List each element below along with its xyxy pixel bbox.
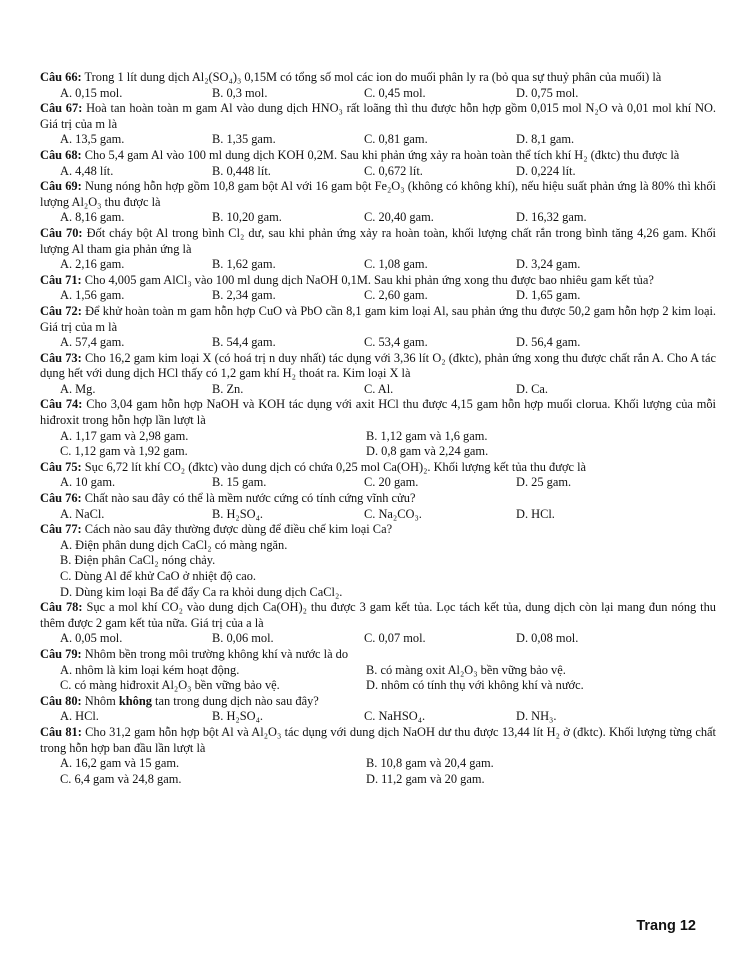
question-text: tan trong dung dịch nào sau đây? — [151, 693, 319, 708]
answer-option: D. 16,32 gam. — [516, 210, 587, 225]
answer-option: A. 0,15 mol. — [60, 85, 123, 100]
options-row — [40, 507, 716, 523]
answer-option: C. 0,45 mol. — [364, 85, 426, 100]
answer-option: D. NH₃. — [516, 709, 557, 724]
answer-option: B. 0,06 mol. — [212, 631, 274, 646]
question-number: Câu 66: — [40, 70, 82, 84]
question-stem — [40, 70, 716, 86]
question-number: Câu 68: — [40, 147, 82, 162]
answer-option: C. 6,4 gam và 24,8 gam. — [60, 771, 182, 786]
question-stem — [40, 179, 716, 210]
question-number: Câu 76: — [40, 491, 82, 506]
answer-option: C. 1,08 gam. — [364, 257, 428, 272]
answer-option: A. 57,4 gam. — [60, 335, 125, 350]
question-stem — [40, 351, 716, 382]
options-row — [40, 210, 716, 226]
answer-option: B. 1,35 gam. — [212, 132, 276, 147]
answer-option: A. 1,17 gam và 2,98 gam. — [60, 428, 189, 443]
question-stem — [40, 460, 716, 476]
question-number: Câu 78: — [40, 600, 83, 615]
question-number: Câu 67: — [40, 101, 83, 116]
options-row — [40, 335, 716, 351]
answer-option: B. 1,62 gam. — [212, 257, 276, 272]
question-number: Câu 70: — [40, 225, 83, 240]
answer-option: C. 20,40 gam. — [364, 210, 434, 225]
question-text: Sục 6,72 lít khí CO₂ (đktc) vào dung dịch có chứa 0,25 mol Ca(OH)₂. Khối lượng kết tủa thu được là — [84, 459, 587, 474]
answer-option: A. 4,48 lít. — [60, 163, 114, 178]
answer-option: A. 1,56 gam. — [60, 288, 125, 303]
question-text: Nhôm bền trong môi trường không khí và nước là do — [84, 646, 349, 661]
answer-option: A. 8,16 gam. — [60, 210, 125, 225]
question-stem — [40, 304, 716, 335]
answer-option: C. 20 gam. — [364, 475, 419, 490]
answer-option: C. Na₂CO₃. — [364, 506, 422, 521]
answer-option: C. 0,672 lít. — [364, 163, 423, 178]
options-row — [40, 538, 716, 600]
options-row — [40, 756, 716, 772]
question-item — [40, 647, 716, 694]
question-item — [40, 304, 716, 351]
question-stem — [40, 273, 716, 289]
question-item — [40, 725, 716, 787]
question-stem — [40, 148, 716, 164]
answer-option: B. 1,12 gam và 1,6 gam. — [366, 428, 488, 443]
answer-option: B. Zn. — [212, 381, 244, 396]
answer-option: C. 2,60 gam. — [364, 288, 428, 303]
answer-option: B. 15 gam. — [212, 475, 267, 490]
options-row — [40, 663, 716, 679]
answer-option: D. 0,08 mol. — [516, 631, 579, 646]
options-row — [40, 475, 716, 491]
question-stem — [40, 397, 716, 428]
answer-option: A. Mg. — [60, 381, 96, 396]
question-stem — [40, 600, 716, 631]
question-emphasis: không — [118, 693, 152, 708]
question-number: Câu 79: — [40, 646, 82, 661]
answer-option: D. 3,24 gam. — [516, 257, 581, 272]
options-row — [40, 132, 716, 148]
question-stem — [40, 491, 716, 507]
answer-option: A. 16,2 gam và 15 gam. — [60, 756, 180, 771]
answer-option: A. 13,5 gam. — [60, 132, 125, 147]
answer-option: A. nhôm là kim loại kém hoạt động. — [60, 662, 240, 677]
question-item — [40, 148, 716, 179]
answer-option: B. H₂SO₄. — [212, 506, 263, 521]
question-item — [40, 101, 716, 148]
question-item — [40, 460, 716, 491]
answer-option: D. 56,4 gam. — [516, 335, 581, 350]
question-item — [40, 694, 716, 725]
answer-option: D. nhôm có tính thụ với không khí và nước. — [366, 678, 584, 693]
answer-option: C. NaHSO₄. — [364, 709, 426, 724]
answer-option: D. 0,75 mol. — [516, 85, 579, 100]
answer-option: D. Ca. — [516, 381, 549, 396]
options-row — [40, 257, 716, 273]
question-text: Cho 5,4 gam Al vào 100 ml dung dịch KOH 0,2M. Sau khi phản ứng xảy ra hoàn toàn thể tích khí H₂ (đktc) thu được là — [84, 147, 680, 162]
question-number: Câu 69: — [40, 179, 82, 194]
question-number: Câu 81: — [40, 724, 82, 739]
answer-option: B. H₂SO₄. — [212, 709, 263, 724]
question-stem — [40, 226, 716, 257]
answer-option: D. 1,65 gam. — [516, 288, 581, 303]
question-stem — [40, 522, 716, 538]
question-item — [40, 491, 716, 522]
answer-option: A. 2,16 gam. — [60, 257, 125, 272]
answer-option: D. HCl. — [516, 506, 555, 521]
answer-option: B. 10,20 gam. — [212, 210, 282, 225]
question-item — [40, 179, 716, 226]
question-item — [40, 522, 716, 600]
options-row — [40, 631, 716, 647]
answer-option: D. 0,8 gam và 2,24 gam. — [366, 444, 489, 459]
question-stem — [40, 725, 716, 756]
question-text: Trong 1 lít dung dịch Al₂(SO₄)₃ 0,15M có tổng số mol các ion do muối phân ly ra (bỏ qua sự thuỷ phân của muối) là — [84, 70, 662, 84]
answer-option: D. 11,2 gam và 20 gam. — [366, 771, 485, 786]
answer-option: B. 2,34 gam. — [212, 288, 276, 303]
answer-option: C. 0,81 gam. — [364, 132, 428, 147]
question-stem — [40, 647, 716, 663]
question-number: Câu 72: — [40, 303, 82, 318]
question-item — [40, 273, 716, 304]
options-row — [40, 164, 716, 180]
answer-option: C. 1,12 gam và 1,92 gam. — [60, 444, 188, 459]
answer-option: B. 0,448 lít. — [212, 163, 271, 178]
options-row — [40, 709, 716, 725]
options-row — [40, 429, 716, 445]
answer-option: C. 53,4 gam. — [364, 335, 428, 350]
answer-option: B. 10,8 gam và 20,4 gam. — [366, 756, 494, 771]
question-item — [40, 397, 716, 459]
question-text: Sục a mol khí CO₂ vào dung dịch Ca(OH)₂ thu được 3 gam kết tủa. Lọc tách kết tủa, dung dịch còn lại mang đun nóng thu thêm được 2 gam kết tủa nữa. Giá trị của a là — [40, 600, 716, 630]
question-number: Câu 71: — [40, 272, 82, 287]
answer-option: D. 8,1 gam. — [516, 132, 575, 147]
question-text: Cho 4,005 gam AlCl₃ vào 100 ml dung dịch NaOH 0,1M. Sau khi phản ứng xong thu được bao nhiêu gam kết tủa? — [84, 272, 654, 287]
answer-option: C. 0,07 mol. — [364, 631, 426, 646]
answer-option: A. HCl. — [60, 709, 99, 724]
question-text: Chất nào sau đây có thể là mềm nước cứng có tính cứng vĩnh cửu? — [84, 491, 416, 506]
answer-option: D. 0,224 lít. — [516, 163, 576, 178]
options-row — [40, 86, 716, 102]
answer-option: B. 54,4 gam. — [212, 335, 276, 350]
page-number: Trang 12 — [636, 918, 696, 934]
answer-option: D. Dùng kim loại Ba để đẩy Ca ra khỏi dung dịch CaCl₂. — [60, 584, 343, 599]
answer-option: A. 0,05 mol. — [60, 631, 123, 646]
question-text: Nung nóng hỗn hợp gồm 10,8 gam bột Al với 16 gam bột Fe₂O₃ (không có không khí), nếu hiệu suất phản ứng là 80% thì khối lượng Al₂O₃ thu được là — [40, 179, 716, 209]
question-text: Nhôm — [84, 693, 119, 708]
question-text: Hoà tan hoàn toàn m gam Al vào dung dịch HNO₃ rất loãng thì thu được hỗn hợp gồm 0,015 mol N₂O và 0,01 mol khí NO. Giá trị của m là — [40, 101, 716, 131]
question-number: Câu 75: — [40, 459, 82, 474]
question-text: Cho 16,2 gam kim loại X (có hoá trị n duy nhất) tác dụng với 3,36 lít O₂ (đktc), phản ứng xong thu được chất rắn A. Cho A tác dụng hết với dung dịch HCl thấy có 1,2 gam khí H₂ thoát ra. Kim loại X là — [40, 350, 716, 381]
answer-option: B. Điện phân CaCl₂ nóng chảy. — [60, 553, 216, 568]
answer-option: D. 25 gam. — [516, 475, 572, 490]
options-row — [40, 288, 716, 304]
answer-option: B. 0,3 mol. — [212, 85, 268, 100]
question-text: Để khử hoàn toàn m gam hỗn hợp CuO và PbO cần 8,1 gam kim loại Al, sau phản ứng thu được 50,2 gam hỗn hợp 2 kim loại. Giá trị của m là — [40, 303, 716, 334]
options-row — [40, 382, 716, 398]
question-text: Cho 31,2 gam hỗn hợp bột Al và Al₂O₃ tác dụng với dung dịch NaOH dư thu được 13,44 lít H₂ ở (đktc). Khối lượng từng chất trong hỗn hợp ban đầu lần lượt là — [40, 724, 717, 755]
answer-option: A. NaCl. — [60, 506, 105, 521]
question-number: Câu 77: — [40, 522, 82, 537]
question-item — [40, 226, 716, 273]
question-stem — [40, 101, 716, 132]
answer-option: C. Dùng Al để khử CaO ở nhiệt độ cao. — [60, 569, 257, 583]
question-text: Cho 3,04 gam hỗn hợp NaOH và KOH tác dụng với axit HCl thu được 4,15 gam hỗn hợp muối clorua. Khối lượng của mỗi hiđroxit trong hỗn hợp lần lượt là — [40, 397, 716, 428]
question-number: Câu 74: — [40, 397, 83, 412]
options-row — [40, 678, 716, 694]
question-list — [40, 70, 716, 787]
options-row — [40, 772, 716, 788]
answer-option: B. có màng oxit Al₂O₃ bền vững bảo vệ. — [366, 662, 566, 677]
options-row — [40, 444, 716, 460]
question-text: Đốt cháy bột Al trong bình Cl₂ dư, sau khi phản ứng xảy ra hoàn toàn, khối lượng chất rắn trong bình tăng 4,26 gam. Khối lượng Al tham gia phản ứng là — [40, 225, 716, 256]
question-number: Câu 73: — [40, 350, 82, 365]
question-stem — [40, 694, 716, 710]
question-item — [40, 600, 716, 647]
question-number: Câu 80: — [40, 693, 82, 708]
answer-option: C. Al. — [364, 381, 394, 396]
question-text: Cách nào sau đây thường được dùng để điều chế kim loại Ca? — [84, 522, 393, 537]
question-item — [40, 70, 716, 101]
question-item — [40, 351, 716, 398]
answer-option: A. 10 gam. — [60, 475, 116, 490]
answer-option: A. Điện phân dung dịch CaCl₂ có màng ngăn. — [60, 537, 288, 552]
answer-option: C. có màng hiđroxit Al₂O₃ bền vững bảo vệ. — [60, 678, 280, 693]
